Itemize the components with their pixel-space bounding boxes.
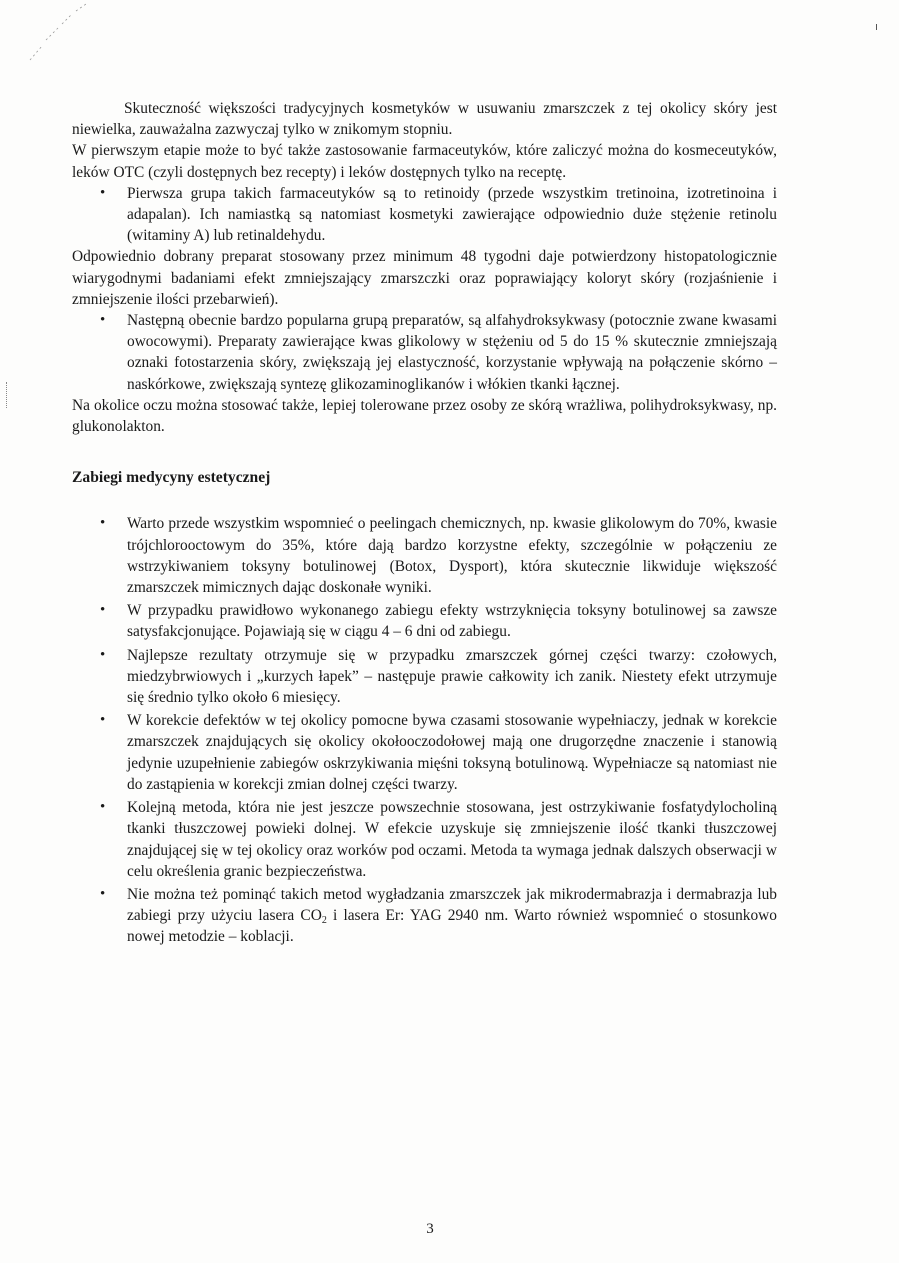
pharma-list-1 (72, 183, 777, 247)
document-body (72, 98, 777, 950)
bullet-icon: • (100, 712, 106, 729)
list-item-text: Najlepsze rezultaty otrzymuje się w przypadku zmarszczek górnej części twarzy: czołowych, miedzybrwiowych i „kurzych łapek” – następuje prawie całkowity ich zanik. Niestety efekt utrzymuje się średnio tylko około 6 miesięcy. (127, 646, 777, 707)
list-item-text: W korekcie defektów w tej okolicy pomocne bywa czasami stosowanie wypełniaczy, jednak w korekcie zmarszczek znajdujących się okolicy okołooczodołowej mają one drugorzędne znaczenie i stanowią jedynie uzupełnienie zabiegów oskrzykiwania mięśni toksyną botulinową. Wypełniacze są natomiast nie do zastąpienia w korekcji zmian dolnej części twarzy. (127, 712, 777, 793)
bullet-icon: • (100, 184, 106, 201)
list-item (72, 797, 777, 882)
list-item-text: Warto przede wszystkim wspomnieć o peelingach chemicznych, np. kwasie glikolowym do 70%, kwasie trójchlorooctowym do 35%, które dają bardzo korzystne efekty, szczególnie w połączeniu ze wstrzykiwaniem toksyny botulinowej (Botox, Dysport), która skutecznie likwiduje większość zmarszczek mimicznych dając doskonałe wyniki. (127, 515, 777, 597)
paragraph-polyhydroxy: Na okolice oczu można stosować także, lepiej tolerowane przez osoby ze skórą wrażliwa, polihydroksykwasy, np. glukonolakton. (72, 396, 777, 436)
subscript-2: 2 (321, 915, 327, 927)
list-item (72, 183, 777, 247)
intro-paragraph-1: Skuteczność większości tradycyjnych kosmetyków w usuwaniu zmarszczek z tej okolicy skóry jest niewielka, zauważalna zazwyczaj tylko w znikomym stopniu. (72, 100, 777, 139)
intro-paragraph-2: W pierwszym etapie może to być także zastosowanie farmaceutyków, które zaliczyć można do kosmeceutyków, leków OTC (czyli dostępnych bez recepty) i leków dostępnych tylko na receptę. (72, 142, 777, 181)
list-item (72, 513, 777, 598)
bullet-icon: • (100, 602, 106, 619)
bullet-icon: • (100, 515, 106, 532)
scan-edge-dots (6, 382, 8, 408)
list-item-text-part: Nie można też pominąć takich metod wygładzania zmarszczek jak mikrodermabrazja i dermabrazja lub zabiegi przy użyciu lasera CO (127, 885, 777, 925)
bullet-icon: • (100, 312, 106, 329)
bullet-icon: • (100, 646, 106, 663)
list-item-text: Pierwsza grupa takich farmaceutyków są to retinoidy (przede wszystkim tretinoina, izotretinoina i adapalan). Ich namiastką są natomiast kosmetyki zawierające odpowiednio duże stężenie retinolu (witaminy A) lub retinaldehydu. (127, 184, 777, 245)
bullet-icon: • (100, 799, 106, 816)
list-item-text (127, 886, 777, 945)
list-item (72, 600, 777, 642)
list-item-text-part: i lasera Er: YAG 2940 nm. Warto również wspomnieć o stosunkowo nowej metodzie – koblacji. (127, 907, 777, 946)
list-item (72, 310, 777, 395)
list-item-text: Kolejną metoda, która nie jest jeszcze powszechnie stosowana, jest ostrzykiwanie fosfatydylocholiną tkanki tłuszczowej powieki dolnej. W efekcie uzyskuje się zmniejszenie ilość tkanki tłuszczowej znajdującej się w tej okolicy oraz worków pod oczami. Metoda ta wymaga jednak dalszych obserwacji w celu określenia granic bezpieczeństwa. (127, 799, 777, 880)
list-item-text: W przypadku prawidłowo wykonanego zabiegu efekty wstrzyknięcia toksyny botulinowej sa zawsze satysfakcjonujące. Pojawiają się w ciągu 4 – 6 dni od zabiegu. (127, 602, 777, 641)
bullet-icon: • (100, 885, 106, 902)
scan-pencil-mark (28, 2, 98, 62)
section-heading: Zabiegi medycyny estetycznej (72, 469, 271, 487)
list-item-text: Następną obecnie bardzo popularna grupą preparatów, są alfahydroksykwasy (potocznie zwane kwasami owocowymi). Preparaty zawierające kwas glikolowy w stężeniu od 5 do 15 % skutecznie zmniejszają oznaki fotostarzenia skóry, zwiększają jej elastyczność, korzystanie wpływają na połączenie skórno – naskórkowe, zwiększają syntezę glikozaminoglikanów i włókien tkanki łącznej. (127, 312, 777, 393)
list-item (72, 645, 777, 709)
paragraph-retinoid-effect: Odpowiednio dobrany preparat stosowany przez minimum 48 tygodni daje potwierdzony histopatologicznie wiarygodnymi badaniami efekt zmniejszający zmarszczki oraz poprawiający koloryt skóry (rozjaśnienie i zmniejszenie ilości przebarwień). (72, 248, 777, 308)
list-item (72, 710, 777, 795)
scan-edge-mark (876, 24, 881, 30)
page-number: 3 (426, 1221, 434, 1237)
list-item (72, 884, 777, 948)
pharma-list-2 (72, 310, 777, 395)
medical-procedures-list (72, 513, 777, 947)
